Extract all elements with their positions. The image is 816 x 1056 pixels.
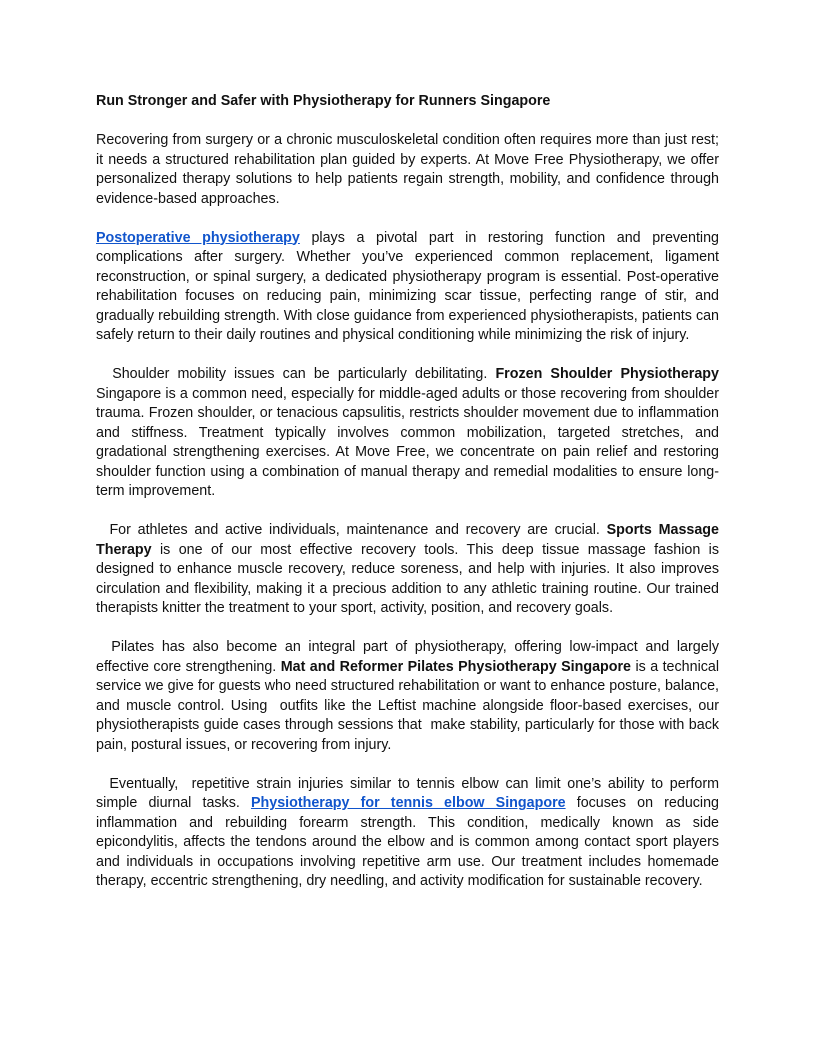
paragraph-postoperative-text: plays a pivotal part in restoring function and preventing complications after surgery. Whether you’ve experienced common replacement, ligament reconstruction, or spinal surgery, a dedicated physiotherapy program is essential. Post-operative rehabilitation focuses on reducing pain, minimizing scar tissue, perfecting range of stir, and gradually rebuilding strength. With close guidance from experienced physiotherapists, patients can safely return to their daily routines and physical conditioning while minimizing the risk of injury. [96,229,719,343]
paragraph-intro [96,131,719,209]
paragraph-sports-massage-before: For athletes and active individuals, maintenance and recovery are crucial. [96,522,607,538]
paragraph-sports-massage-after: is one of our most effective recovery tools. This deep tissue massage fashion is designed to enhance muscle recovery, reduce soreness, and help with injuries. It also improves circulation and flexibility, making it a precious addition to any athletic training routine. Our trained therapists knitter the treatment to your sport, activity, position, and recovery goals. [96,541,723,616]
pilates-bold: Mat and Reformer Pilates Physiotherapy Singapore [280,658,632,675]
tennis-elbow-link[interactable]: Physiotherapy for tennis elbow Singapore [250,795,566,811]
paragraph-intro-text: Recovering from surgery or a chronic musculoskeletal condition often requires more than just rest; it needs a structured rehabilitation plan guided by experts. At Move Free Physiotherapy, we offer personalized therapy solutions to help patients regain strength, mobility, and confidence through evidence-based approaches. [96,132,719,207]
paragraph-sports-massage [96,521,723,619]
paragraph-tennis-elbow [96,775,723,892]
paragraph-tennis-elbow-before: Eventually, repetitive strain injuries similar to tennis elbow can limit one’s ability to perform simple diurnal tasks. [96,775,723,811]
paragraph-pilates-before: Pilates has also become an integral part of physiotherapy, offering low-impact and largely effective core strengthening. [96,639,723,675]
sports-massage-bold: Sports Massage Therapy [96,522,723,558]
document-title: Run Stronger and Safer with Physiotherapy for Runners Singapore [96,93,551,109]
paragraph-pilates-after: is a technical service we give for guests who need structured rehabilitation or want to enhance posture, balance, and muscle control. Using outfits like the Leftist machine alongside floor-based exercises, our physiotherapists guide cases through sessions that make stability, particularly for those with back pain, postural issues, or recovering from injury. [96,658,723,753]
paragraph-pilates [96,638,723,755]
paragraph-frozen-shoulder [96,365,723,502]
document-page [96,92,723,892]
postoperative-physiotherapy-link[interactable]: Postoperative physiotherapy [96,229,300,246]
paragraph-postoperative [96,229,719,346]
paragraph-tennis-elbow-after: focuses on reducing inflammation and rebuilding forearm strength. This condition, medically known as side epicondylitis, affects the tendons around the elbow and is common among contact sport players and individuals in occupations involving repetitive arm use. Our treatment includes homemade therapy, eccentric strengthening, dry needling, and activity modification for sustainable recovery. [96,795,723,889]
paragraph-frozen-shoulder-after: Singapore is a common need, especially for middle-aged adults or those recovering from shoulder trauma. Frozen shoulder, or tenacious capsulitis, restricts shoulder movement due to inflammation and stiffness. Treatment typically involves common mobilization, targeted stretches, and gradational strengthening exercises. At Move Free, we concentrate on pain relief and restoring shoulder function using a combination of manual therapy and remedial modalities to ensure long-term improvement. [96,366,723,499]
paragraph-frozen-shoulder-before: Shoulder mobility issues can be particularly debilitating. [96,366,496,382]
frozen-shoulder-bold: Frozen Shoulder Physiotherapy [495,366,719,382]
